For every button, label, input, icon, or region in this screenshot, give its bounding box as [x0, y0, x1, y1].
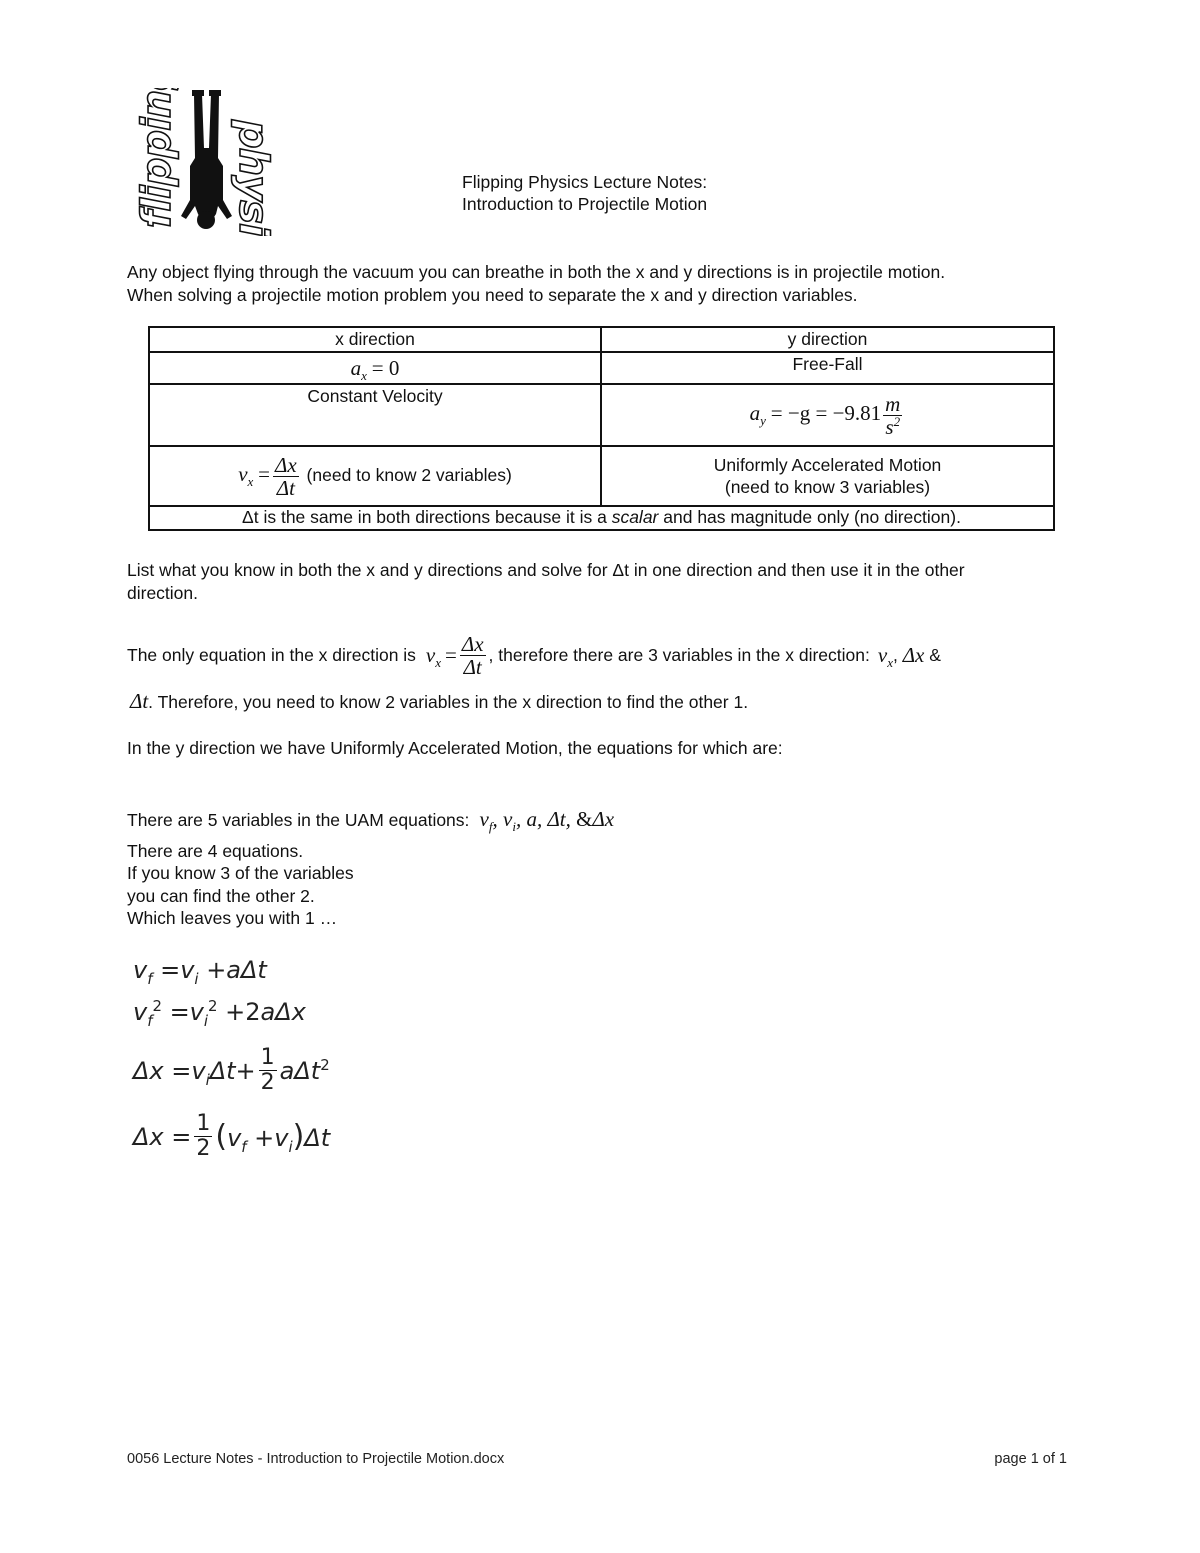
ax-equation: $a_x = 0$ [149, 352, 601, 384]
ax-equation-rhs: = 0 [371, 355, 400, 380]
x-direction-header: x direction [149, 327, 601, 352]
flipping-physics-logo [128, 88, 288, 236]
uam-equation-1: $v_f =v_i +a\Delta t$ [133, 956, 267, 988]
uam-label: Uniformly Accelerated Motion [713, 455, 942, 475]
uam-count-line: There are 4 equations. [127, 841, 304, 861]
footer-page-number: page 1 of 1 [994, 1451, 1067, 1467]
vx-variables-note: (need to know 2 variables) [306, 464, 512, 485]
intro-line2: When solving a projectile motion problem you need to separate the x and y direction variables. [127, 285, 858, 305]
x-paragraph-text-end: . Therefore, you need to know 2 variables in the x direction to find the other 1. [148, 692, 749, 712]
x-direction-paragraph: The only equation in the x direction is $v_x$ = $\frac{\Delta x}{\Delta t}$ , therefore there are 3 variables in the x direction: $v_x$ , Δx & [127, 631, 941, 679]
uam-equation-3: $\Delta x =v_i\Delta t+$ $\frac{1}{2}$ aΔt$^2$ [133, 1045, 330, 1095]
svg-text:flipping: flipping [134, 88, 180, 228]
uam-variables-line: There are 5 variables in the UAM equations: $v_f$, $v_i$, a, Δt, &Δx [127, 807, 615, 835]
uam-equation-4: Δx = $\frac{1}{2}$ $(v_f +v_i)\Delta t$ [133, 1111, 331, 1161]
free-fall-label: Free-Fall [601, 352, 1054, 384]
x-paragraph-ampersand: & [929, 645, 941, 665]
y-direction-header: y direction [601, 327, 1054, 352]
direction-table [148, 326, 1055, 531]
list-paragraph-line2: direction. [127, 583, 199, 603]
vx-equation: $v_x$ = $\frac{\Delta x}{\Delta t}$ (need to know 2 variables) [149, 446, 601, 506]
page-title-line1: Flipping Physics Lecture Notes: [462, 172, 708, 192]
list-paragraph-line1: List what you know in both the x and y directions and solve for Δt in one direction and then use it in the other [127, 560, 965, 580]
x-paragraph-text-mid: , therefore there are 3 variables in the x direction: [488, 645, 870, 665]
intro-line1: Any object flying through the vacuum you can breathe in both the x and y directions is in projectile motion. [127, 262, 946, 282]
uam-leaves-line: Which leaves you with 1 … [127, 908, 338, 928]
constant-velocity-label: Constant Velocity [149, 384, 601, 446]
delta-t-note-text: Δt is the same in both directions because it is a [242, 507, 612, 527]
delta-t-note-text-end: and has magnitude only (no direction). [658, 507, 961, 527]
uam-find-line: you can find the other 2. [127, 886, 315, 906]
logo-graphic [128, 88, 288, 236]
ay-equation: $a_y = -g = -9.81$ $\frac{m}{s^2}$ [601, 384, 1054, 446]
uam-equation-2: $v_f^2 =v_i^2 +2a\Delta x$ [133, 997, 306, 1030]
footer-filename: 0056 Lecture Notes - Introduction to Projectile Motion.docx [127, 1451, 505, 1467]
uam-cell [601, 446, 1054, 506]
uam-variables-note: (need to know 3 variables) [724, 477, 931, 497]
page-title-line2: Introduction to Projectile Motion [462, 194, 708, 214]
svg-text:physics: physics [230, 120, 276, 236]
y-direction-paragraph: In the y direction we have Uniformly Accelerated Motion, the equations for which are: [127, 738, 783, 758]
delta-t-scalar-note [149, 506, 1054, 530]
scalar-emphasis: scalar [611, 507, 659, 527]
x-direction-paragraph-line2: Δt. Therefore, you need to know 2 variables in the x direction to find the other 1. [130, 689, 749, 713]
x-paragraph-text: The only equation in the x direction is [127, 645, 416, 665]
uam-variables-text: There are 5 variables in the UAM equations: [127, 810, 470, 830]
uam-know-line: If you know 3 of the variables [127, 863, 354, 883]
ay-equation-rhs: = −g = −9.81 [770, 400, 882, 425]
